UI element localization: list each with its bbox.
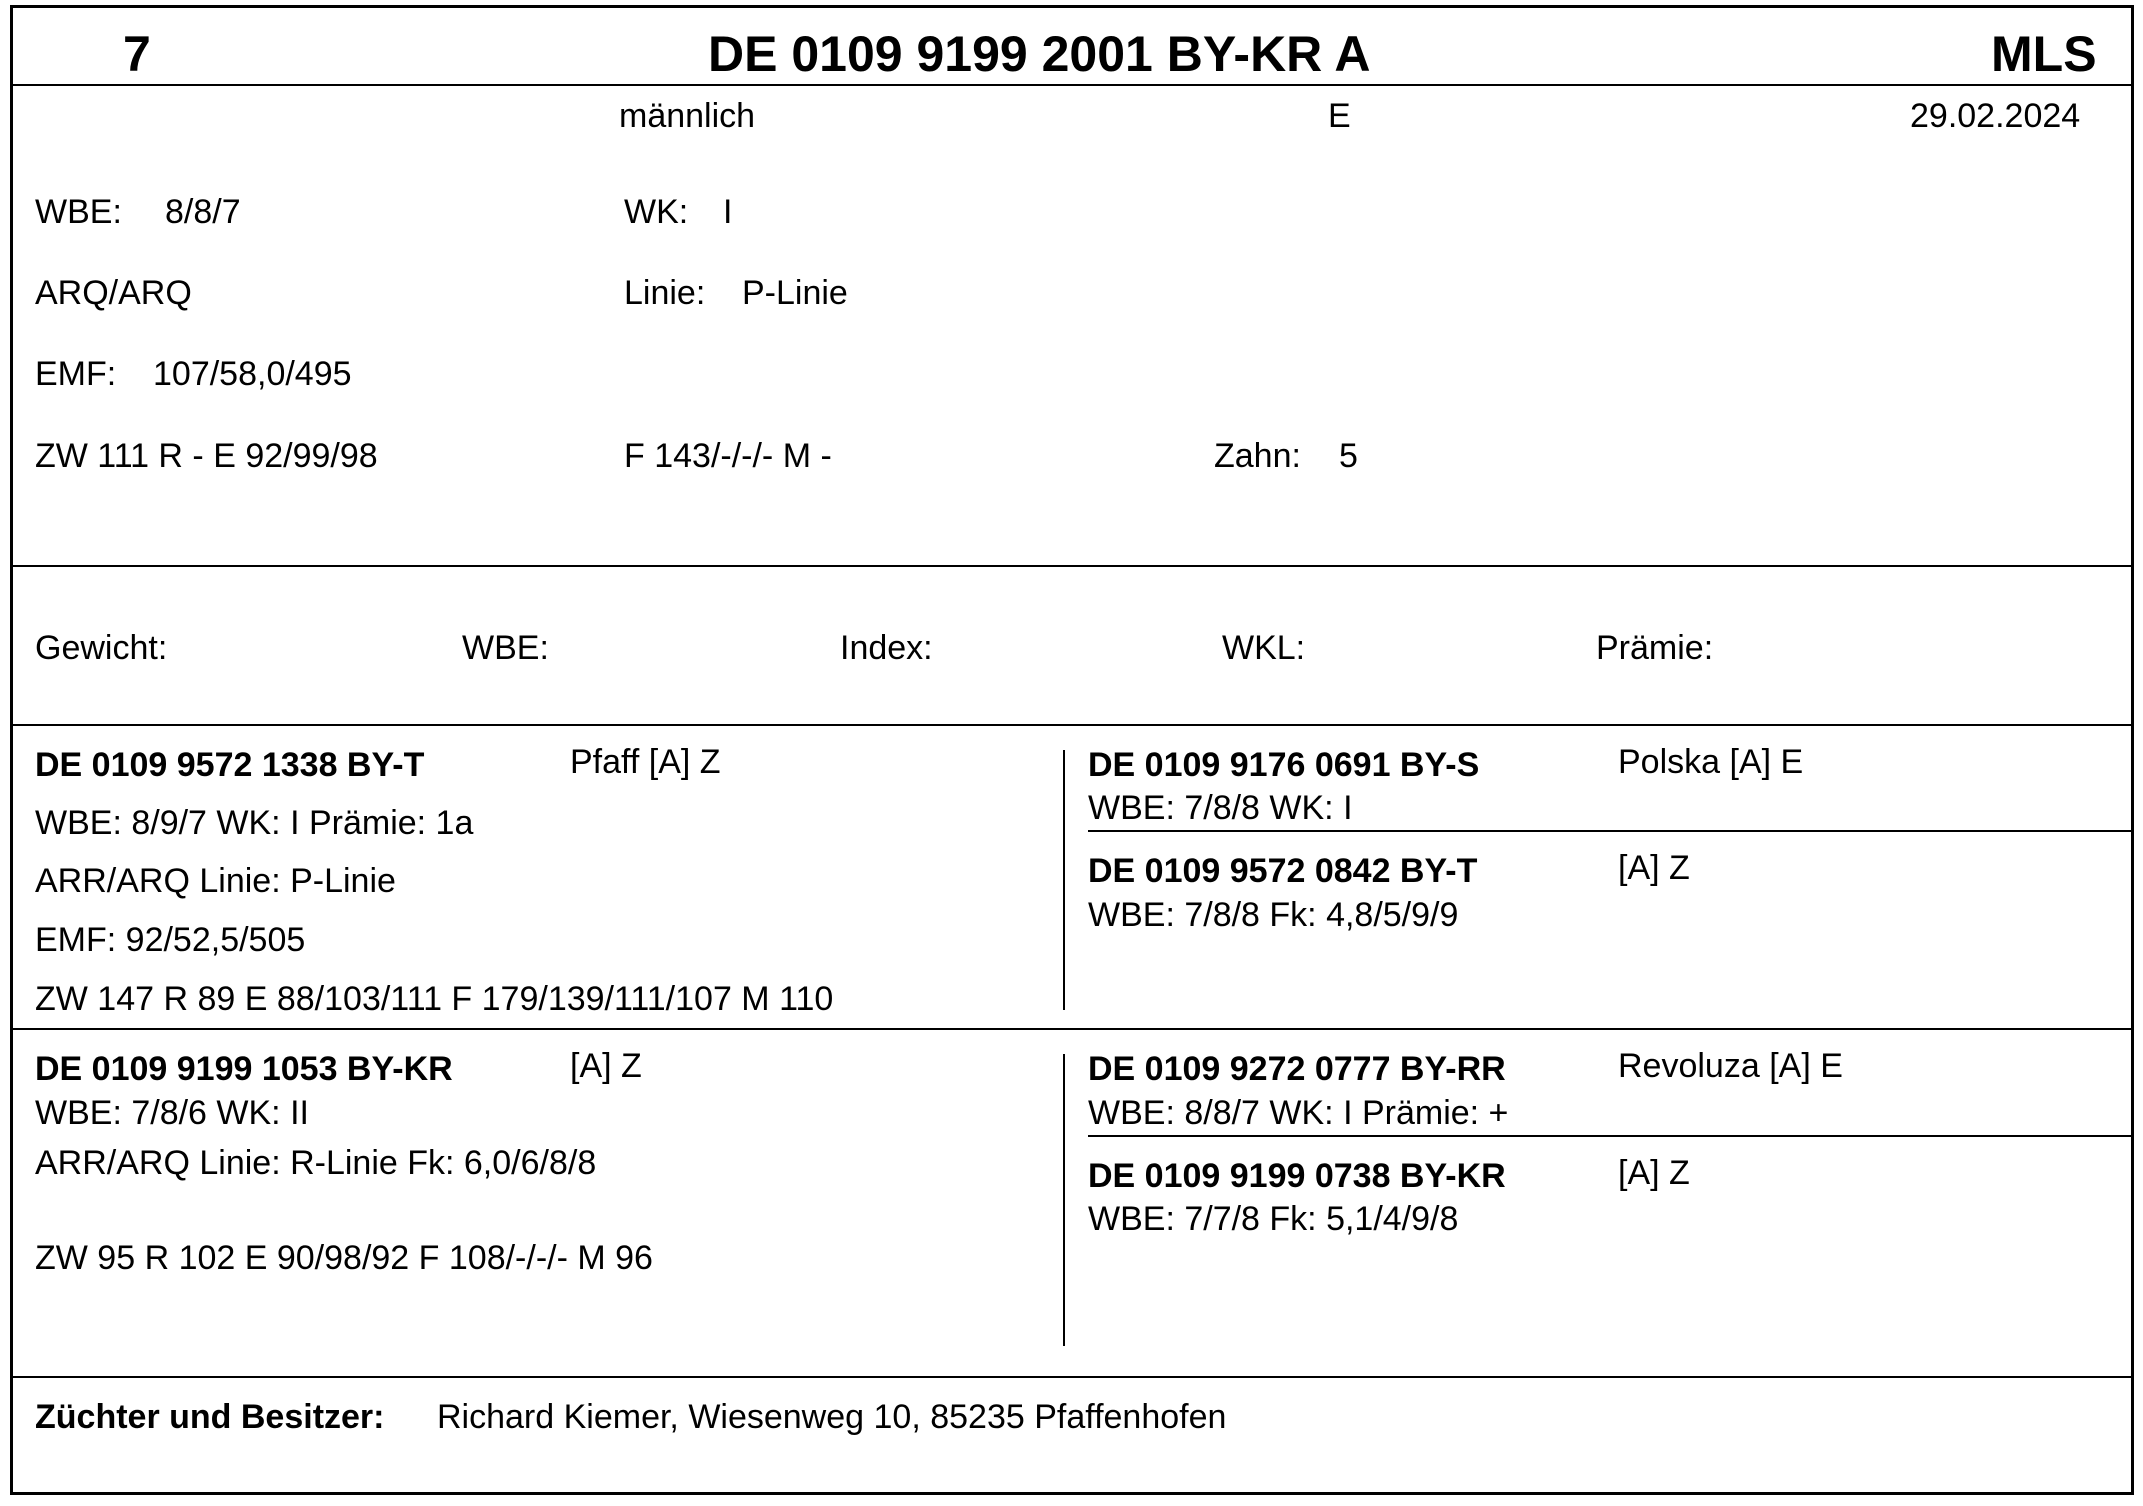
breed-code: MLS [1991, 26, 2097, 82]
dam-name: [A] Z [570, 1047, 642, 1085]
sire-line3: EMF: 92/52,5/505 [35, 921, 306, 959]
zahn-value: 5 [1339, 437, 1358, 475]
index-label: Index: [840, 629, 933, 667]
dam-sire-line1: WBE: 8/8/7 WK: I Prämie: + [1088, 1094, 1509, 1132]
divider [13, 565, 2131, 567]
sire-name: Pfaff [A] Z [570, 743, 721, 781]
divider [1088, 1135, 2131, 1137]
wbe-label: WBE: [35, 193, 122, 231]
catalog-number: 7 [123, 26, 151, 82]
sire-sire-id: DE 0109 9176 0691 BY-S [1088, 746, 1480, 784]
zahn-label: Zahn: [1214, 437, 1301, 475]
zw-values: ZW 111 R - E 92/99/98 [35, 437, 378, 475]
divider [1063, 750, 1065, 1010]
dam-sire-id: DE 0109 9272 0777 BY-RR [1088, 1050, 1506, 1088]
sire-id: DE 0109 9572 1338 BY-T [35, 746, 425, 784]
birth-type: E [1328, 97, 1351, 135]
catalog-card [10, 5, 2134, 1495]
owner-value: Richard Kiemer, Wiesenweg 10, 85235 Pfaffenhofen [437, 1398, 1227, 1436]
linie-label: Linie: [624, 274, 706, 312]
sire-sire-name: Polska [A] E [1618, 743, 1804, 781]
dam-dam-id: DE 0109 9199 0738 BY-KR [1088, 1157, 1506, 1195]
dam-line1: WBE: 7/8/6 WK: II [35, 1094, 309, 1132]
dam-sire-name: Revoluza [A] E [1618, 1047, 1843, 1085]
dam-dam-line1: WBE: 7/7/8 Fk: 5,1/4/9/8 [1088, 1200, 1459, 1238]
sire-dam-name: [A] Z [1618, 849, 1690, 887]
divider [13, 1376, 2131, 1378]
wk-value: I [723, 193, 733, 231]
emf-label: EMF: [35, 355, 117, 393]
sire-line2: ARR/ARQ Linie: P-Linie [35, 862, 396, 900]
dam-id: DE 0109 9199 1053 BY-KR [35, 1050, 453, 1088]
praemie-label: Prämie: [1596, 629, 1714, 667]
wbe-value: 8/8/7 [165, 193, 241, 231]
dam-line3: ZW 95 R 102 E 90/98/92 F 108/-/-/- M 96 [35, 1239, 653, 1277]
divider [13, 724, 2131, 726]
date: 29.02.2024 [1910, 97, 2081, 135]
divider [1088, 830, 2131, 832]
animal-id: DE 0109 9199 2001 BY-KR A [708, 26, 1371, 82]
gewicht-label: Gewicht: [35, 629, 168, 667]
wkl-label: WKL: [1222, 629, 1306, 667]
sex: männlich [619, 97, 756, 135]
wbe-eval-label: WBE: [462, 629, 549, 667]
dam-dam-name: [A] Z [1618, 1154, 1690, 1192]
sire-line1: WBE: 8/9/7 WK: I Prämie: 1a [35, 804, 474, 842]
sire-dam-id: DE 0109 9572 0842 BY-T [1088, 852, 1478, 890]
owner-label: Züchter und Besitzer: [35, 1398, 385, 1436]
dam-line2: ARR/ARQ Linie: R-Linie Fk: 6,0/6/8/8 [35, 1144, 597, 1182]
sire-sire-line1: WBE: 7/8/8 WK: I [1088, 789, 1353, 827]
divider [1063, 1054, 1065, 1346]
divider [13, 1028, 2131, 1030]
wk-label: WK: [624, 193, 689, 231]
sire-line4: ZW 147 R 89 E 88/103/111 F 179/139/111/107 M 110 [35, 980, 834, 1018]
linie-value: P-Linie [742, 274, 848, 312]
emf-value: 107/58,0/495 [153, 355, 352, 393]
sire-dam-line1: WBE: 7/8/8 Fk: 4,8/5/9/9 [1088, 896, 1459, 934]
f-values: F 143/-/-/- M - [624, 437, 832, 475]
genotype: ARQ/ARQ [35, 274, 192, 312]
divider [13, 84, 2131, 86]
